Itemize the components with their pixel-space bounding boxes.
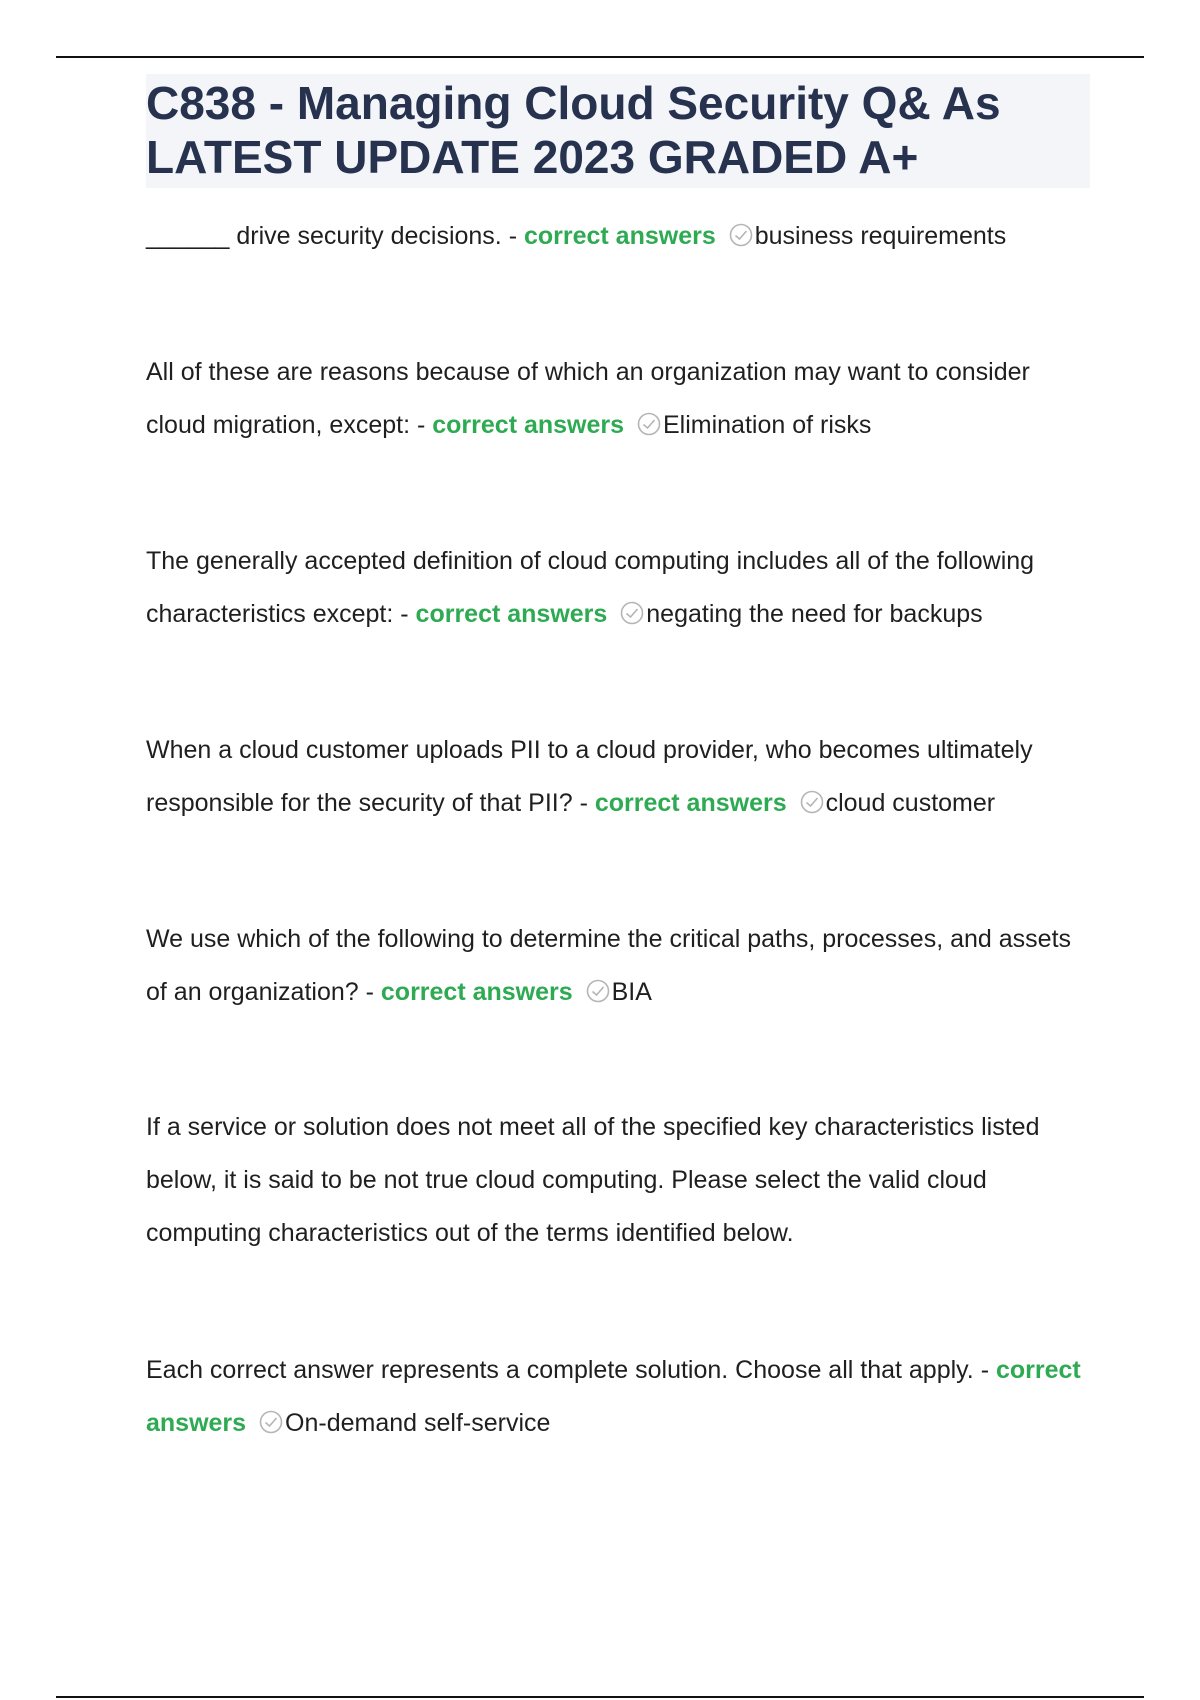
answer-text: cloud customer: [825, 789, 996, 817]
answer-text: On-demand self-service: [285, 1409, 551, 1437]
answer-label: correct answers: [594, 789, 787, 817]
check-circle-icon: [259, 1410, 283, 1434]
question-text: All of these are reasons because of which an organization may want to consider cloud migration, except:: [146, 358, 1030, 439]
answer-label: correct answers: [432, 411, 625, 439]
question-text: Each correct answer represents a complete solution. Choose all that apply.: [146, 1356, 974, 1384]
separator: -: [358, 978, 381, 1006]
answer-label: correct answers: [146, 1356, 1081, 1437]
check-circle-icon: [800, 790, 824, 814]
separator: -: [410, 411, 433, 439]
answer-label: correct answers: [380, 978, 573, 1006]
check-circle-icon: [586, 979, 610, 1003]
qa-item-5: [146, 913, 1090, 1019]
qa-item-1: [146, 210, 1090, 263]
separator: -: [501, 222, 524, 250]
separator: -: [393, 600, 416, 628]
check-circle-icon: [637, 412, 661, 436]
answer-text: negating the need for backups: [646, 600, 983, 628]
qa-item-3: [146, 535, 1090, 641]
answer-label: correct answers: [415, 600, 608, 628]
qa-multi-intro: [146, 1101, 1090, 1260]
answer-label: correct answers: [523, 222, 716, 250]
question-text: We use which of the following to determine the critical paths, processes, and assets of an organization?: [146, 925, 1072, 1006]
qa-item-2: [146, 346, 1090, 452]
qa-item-6: [146, 1344, 1090, 1450]
top-rule: [56, 56, 1144, 58]
answer-text: business requirements: [754, 222, 1007, 250]
answer-text: BIA: [611, 978, 652, 1006]
check-circle-icon: [620, 601, 644, 625]
question-intro-text: If a service or solution does not meet all of the specified key characteristics listed below, it is said to be not true cloud computing. Please select the valid cloud computing characteristics out of the terms identified below.: [146, 1113, 1040, 1247]
document-body: [146, 74, 1090, 1450]
separator: -: [973, 1356, 996, 1384]
qa-item-4: [146, 724, 1090, 830]
bottom-rule: [56, 1696, 1144, 1698]
separator: -: [572, 789, 595, 817]
question-text: When a cloud customer uploads PII to a cloud provider, who becomes ultimately responsible for the security of that PII?: [146, 736, 1033, 817]
question-text: ______ drive security decisions.: [146, 222, 502, 250]
document-title: C838 - Managing Cloud Security Q& As LATEST UPDATE 2023 GRADED A+: [146, 74, 1090, 188]
question-text: The generally accepted definition of cloud computing includes all of the following characteristics except:: [146, 547, 1035, 628]
check-circle-icon: [729, 223, 753, 247]
answer-text: Elimination of risks: [662, 411, 872, 439]
